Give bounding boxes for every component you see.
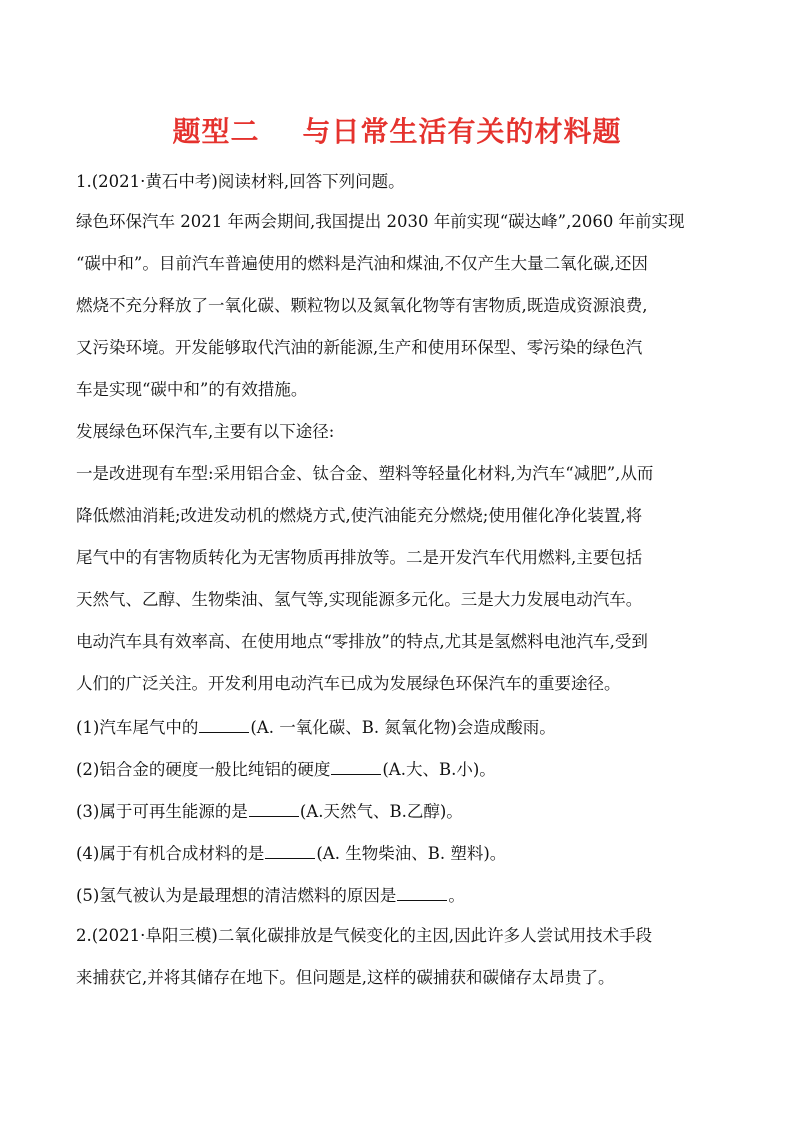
paragraph-line: 降低燃油消耗;改进发动机的燃烧方式,使汽油能充分燃烧;使用催化净化装置,将	[76, 506, 643, 525]
answer-blank[interactable]	[265, 842, 315, 859]
sub-question-text: (3)属于可再生能源的是	[76, 802, 248, 821]
question-1-header: 1.(2021·黄石中考)阅读材料,回答下列问题。	[76, 172, 405, 191]
sub-question-text: 。	[448, 886, 465, 905]
sub-question-text: (A.大、B.小)。	[382, 760, 496, 779]
paragraph-line: 天然气、乙醇、生物柴油、氢气等,实现能源多元化。三是大力发展电动汽车。	[76, 590, 643, 609]
answer-blank[interactable]	[199, 716, 249, 733]
sub-question-4	[76, 842, 506, 864]
paragraph-line: 尾气中的有害物质转化为无害物质再排放等。二是开发汽车代用燃料,主要包括	[76, 548, 643, 567]
question-2-line: 来捕获它,并将其储存在地下。但问题是,这样的碳捕获和碳储存太昂贵了。	[76, 968, 615, 987]
sub-question-2	[76, 758, 496, 780]
paragraph-line: 燃烧不充分释放了一氧化碳、颗粒物以及氮氧化物等有害物质,既造成资源浪费,	[76, 296, 648, 315]
sub-question-text: (4)属于有机合成材料的是	[76, 844, 265, 863]
paragraph-line: 人们的广泛关注。开发利用电动汽车已成为发展绿色环保汽车的重要途径。	[76, 674, 621, 693]
sub-question-1	[76, 716, 556, 738]
sub-question-3	[76, 800, 463, 822]
paragraph-line: 发展绿色环保汽车,主要有以下途径:	[76, 422, 335, 441]
answer-blank[interactable]	[249, 800, 299, 817]
sub-question-text: (A.天然气、B.乙醇)。	[299, 802, 463, 821]
answer-blank[interactable]	[331, 758, 381, 775]
sub-question-5	[76, 884, 465, 906]
answer-blank[interactable]	[397, 884, 447, 901]
paragraph-line: 电动汽车具有效率高、在使用地点“零排放”的特点,尤其是氢燃料电池汽车,受到	[76, 632, 648, 651]
paragraph-line: 绿色环保汽车 2021 年两会期间,我国提出 2030 年前实现“碳达峰”,2060 年前实现	[76, 212, 685, 231]
sub-question-text: (1)汽车尾气中的	[76, 718, 199, 737]
question-2-line: 2.(2021·阜阳三模)二氧化碳排放是气候变化的主因,因此许多人尝试用技术手段	[76, 926, 653, 945]
sub-question-text: (A. 生物柴油、B. 塑料)。	[316, 844, 507, 863]
paragraph-line: 车是实现“碳中和”的有效措施。	[76, 380, 308, 399]
paragraph-line: “碳中和”。目前汽车普遍使用的燃料是汽油和煤油,不仅产生大量二氧化碳,还因	[76, 254, 648, 273]
sub-question-text: (5)氢气被认为是最理想的清洁燃料的原因是	[76, 886, 397, 905]
page-title: 题型二 与日常生活有关的材料题	[172, 115, 622, 148]
paragraph-line: 又污染环境。开发能够取代汽油的新能源,生产和使用环保型、零污染的绿色汽	[76, 338, 643, 357]
sub-question-text: (A. 一氧化碳、B. 氮氧化物)会造成酸雨。	[250, 718, 556, 737]
sub-question-text: (2)铝合金的硬度一般比纯铝的硬度	[76, 760, 331, 779]
paragraph-line: 一是改进现有车型:采用铝合金、钛合金、塑料等轻量化材料,为汽车“减肥”,从而	[76, 464, 654, 483]
